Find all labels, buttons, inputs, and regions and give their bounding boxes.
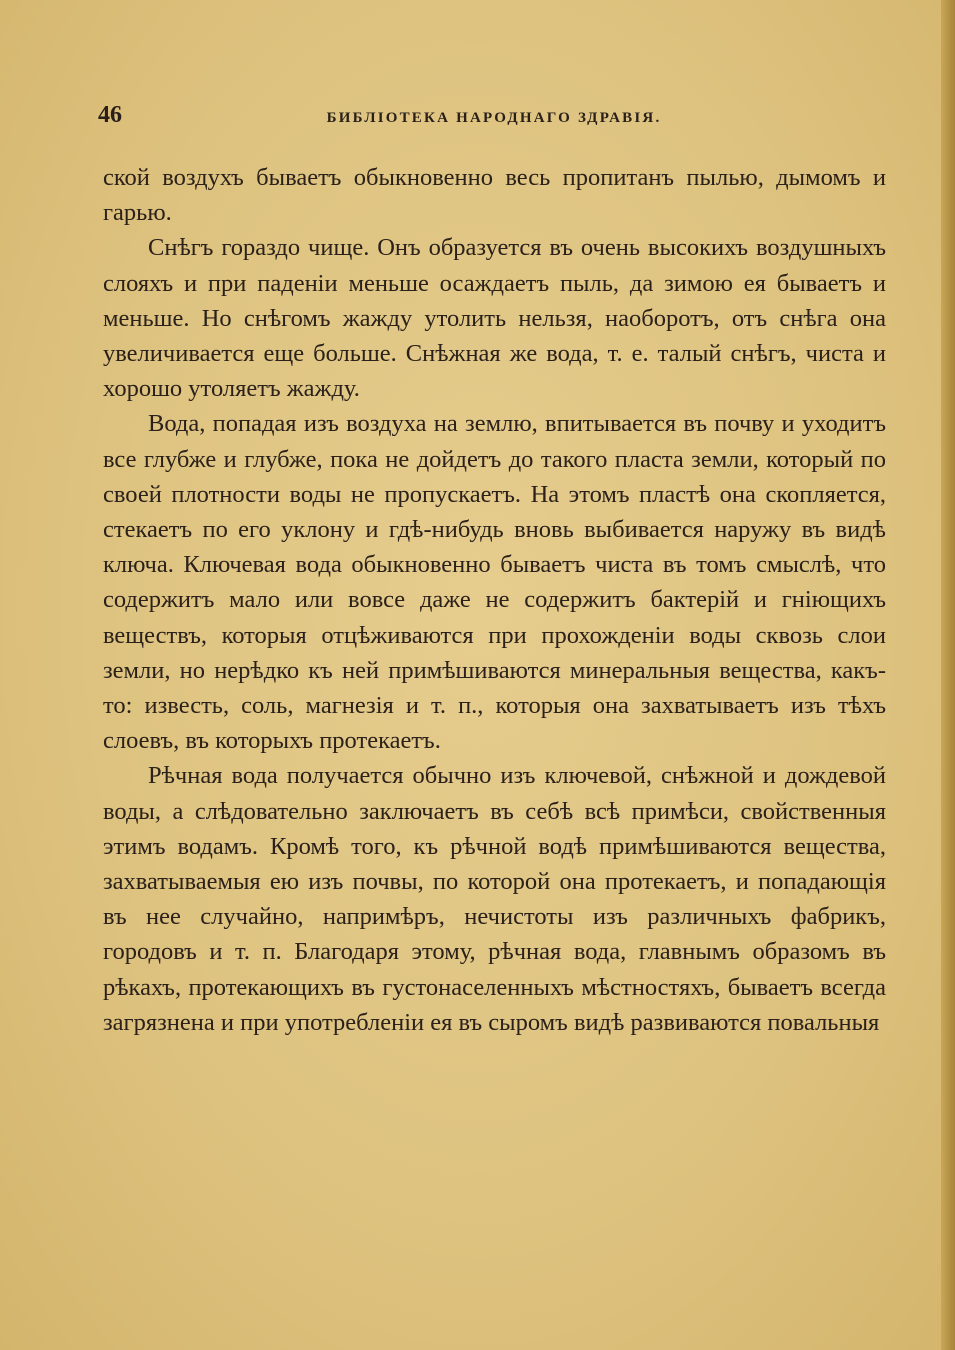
paragraph: Вода, попадая изъ воздуха на землю, впитывается въ почву и уходитъ все глубже и глубже, пока не дойдетъ до такого пласта земли, который по своей плотности воды не пропускаетъ. На этомъ пластѣ она скопляется, стекаетъ по его уклону и гдѣ-нибудь вновь выбивается наружу въ видѣ ключа. Ключевая вода обыкновенно бываетъ чиста въ томъ смыслѣ, что содержитъ мало или вовсе даже не содержитъ бактерiй и гнiющихъ веществъ, которыя отцѣживаются при прохожденiи воды сквозь слои земли, но нерѣдко къ ней примѣшиваются минеральныя вещества, какъ-то: известь, соль, магнезiя и т. п., которыя она захватываетъ изъ тѣхъ слоевъ, въ которыхъ протекаетъ. (103, 410, 886, 755)
page-header (98, 104, 890, 134)
body-text (103, 160, 886, 1040)
page-edge (941, 0, 955, 1350)
paragraph: Снѣгъ гораздо чище. Онъ образуется въ очень высокихъ воздушныхъ слояхъ и при паденiи меньше осаждаетъ пыль, да зимою ея бываетъ и меньше. Но снѣгомъ жажду утолить нельзя, наоборотъ, отъ снѣга она увеличивается еще больше. Снѣжная же вода, т. е. талый снѣгъ, чиста и хорошо утоляетъ жажду. (103, 234, 886, 403)
paragraph: Рѣчная вода получается обычно изъ ключевой, снѣжной и дождевой воды, а слѣдовательно заключаетъ въ себѣ всѣ примѣси, свойственныя этимъ водамъ. Кромѣ того, къ рѣчной водѣ примѣшиваются вещества, захватываемыя ею изъ почвы, по которой она протекаетъ, и попадающiя въ нее случайно, напримѣръ, нечистоты изъ различныхъ фабрикъ, городовъ и т. п. Благодаря этому, рѣчная вода, главнымъ образомъ въ рѣкахъ, протекающихъ въ густонаселенныхъ мѣстностяхъ, бываетъ всегда загрязнена и при употребленiи ея въ сыромъ видѣ развиваются повальныя (103, 762, 886, 1036)
page-number: 46 (98, 102, 122, 128)
running-head: БИБЛIОТЕКА НАРОДНАГО ЗДРАВIЯ. (326, 110, 662, 126)
paragraph: ской воздухъ бываетъ обыкновенно весь пропитанъ пылью, дымомъ и гарью. (103, 164, 886, 227)
